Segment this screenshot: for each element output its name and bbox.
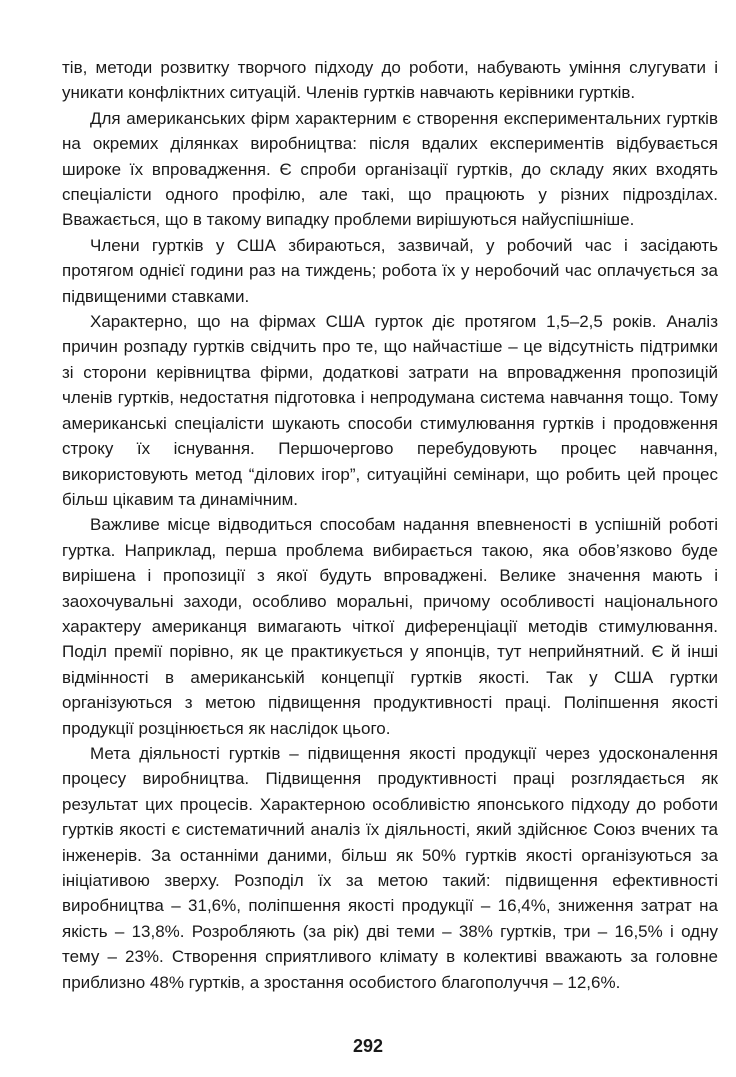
paragraph-3: Члени гуртків у США збираються, зазвичай, у робочий час і засідають протягом однієї години раз на тиждень; робота їх у неробочий час оплачується за підвищеними ставками.	[62, 235, 718, 306]
paragraph-5: Важливе місце відводиться способам надання впевненості в успішній роботі гуртка. Наприклад, перша проблема вибирається такою, яка обов’язково буде вирішена і пропозиції з якої будуть впроваджені. Велике значення мають і заохочувальні заходи, особливо моральні, причому особливості національного характеру американця вимагають чіткої диференціації методів стимулювання. Поділ премії порівно, як це практикується у японців, тут неприйнятний. Є й інші відмінності в американській концепції гуртків якості. Так у США гуртки організуються з метою підвищення продуктивності праці. Поліпшення якості продукції розцінюється як наслідок цього.	[62, 515, 718, 738]
paragraph-4: Характерно, що на фірмах США гурток діє протягом 1,5–2,5 років. Аналіз причин розпаду гуртків свідчить про те, що найчастіше – це відсутність підтримки зі сторони керівництва фірми, додаткові затрати на впровадження пропозицій членів гуртків, недостатня підготовка і непродумана система навчання тощо. Тому американські спеціалісти шукають способи стимулювання гуртків і продовження строку їх існування. Першочергово перебудовують процес навчання, використовують метод “ділових ігор”, ситуаційні семінари, що робить цей процес більш цікавим та динамічним.	[62, 312, 718, 509]
page-number: 292	[352, 1036, 384, 1056]
paragraph-1: тів, методи розвитку творчого підходу до роботи, набувають уміння слугувати і уникати конфліктних ситуацій. Членів гуртків навчають керівники гуртків.	[62, 58, 718, 103]
page-body	[62, 55, 718, 995]
paragraph-6: Мета діяльності гуртків – підвищення якості продукції через удосконалення процесу виробництва. Підвищення продуктивності праці розглядається як результат цих процесів. Характерною особливістю японського підходу до роботи гуртків якості є систематичний аналіз їх діяльності, який здійснює Союз вчених та інженерів. За останніми даними, більш як 50% гуртків якості організуються за ініціативою зверху. Розподіл їх за метою такий: підвищення ефективності виробництва – 31,6%, поліпшення якості продукції – 16,4%, зниження затрат на якість – 13,8%. Розробляють (за рік) дві теми – 38% гуртків, три – 16,5% і одну тему – 23%. Створення сприятливого клімату в колективі вважають за головне приблизно 48% гуртків, а зростання особистого благополуччя – 12,6%.	[62, 743, 718, 992]
paragraph-2: Для американських фірм характерним є створення експериментальних гуртків на окремих ділянках виробництва: після вдалих експериментів відбувається широке їх впровадження. Є спроби організації гуртків, до складу яких входять спеціалісти одного профілю, але такі, що працюють у різних підрозділах. Вважається, що в такому випадку проблеми вирішуються найуспішніше.	[62, 108, 718, 230]
